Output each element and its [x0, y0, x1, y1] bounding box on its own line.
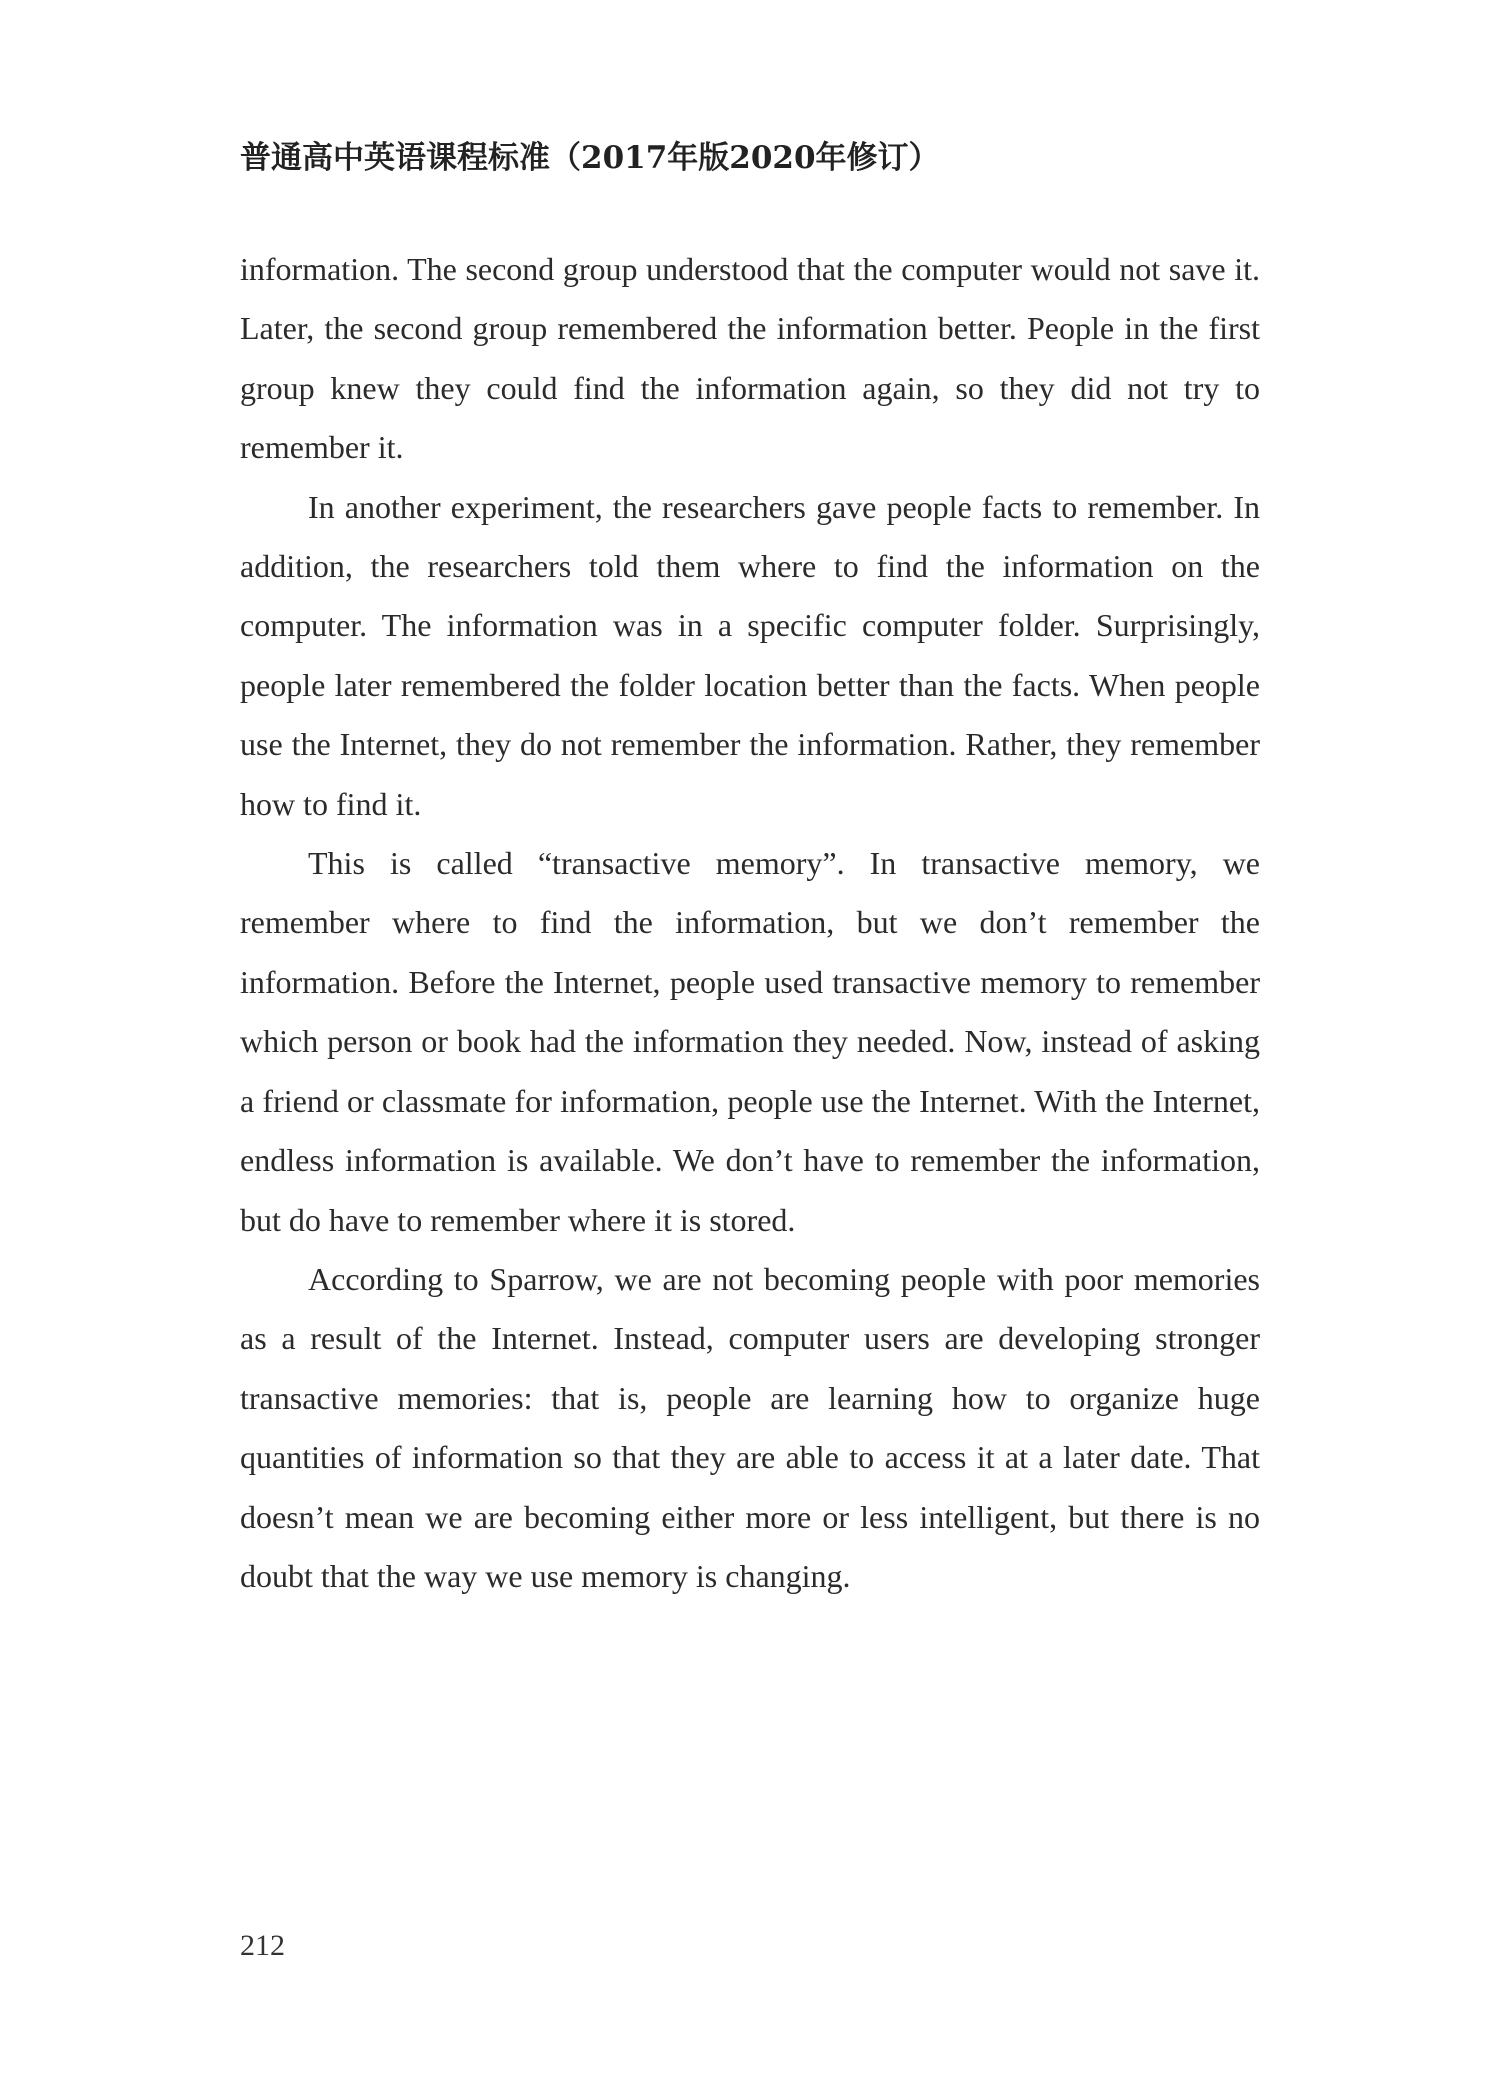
body-text — [240, 240, 1260, 1606]
page-number: 212 — [240, 1929, 285, 1962]
paragraph: This is called “transactive memory”. In transactive memory, we remember where to find the information, but we don’t remember the information. Before the Internet, people used transactive memory to remember which person or book had the information they needed. Now, instead of asking a friend or classmate for information, people use the Internet. With the Internet, endless information is available. We don’t have to remember the information, but do have to remember where it is stored. — [240, 845, 1260, 1238]
paragraph: According to Sparrow, we are not becoming people with poor memories as a result of the Internet. Instead, computer users are developing stronger transactive memories: that is, people are learning how to organize huge quantities of information so that they are able to access it at a later date. That doesn’t mean we are becoming either more or less intelligent, but there is no doubt that the way we use memory is changing. — [240, 1260, 1260, 1594]
paragraph-continued: information. The second group understood that the computer would not save it. Later, the second group remembered the information better. People in the first group knew they could find the information again, so they did not try to remember it. — [240, 251, 1260, 466]
paragraph: In another experiment, the researchers gave people facts to remember. In addition, the researchers told them where to find the information on the computer. The information was in a specific computer folder. Surprisingly, people later remembered the folder location better than the facts. When people use the Internet, they do not remember the information. Rather, they remember how to find it. — [240, 488, 1260, 822]
running-header: 普通高中英语课程标准（2017年版2020年修订） — [240, 140, 940, 176]
